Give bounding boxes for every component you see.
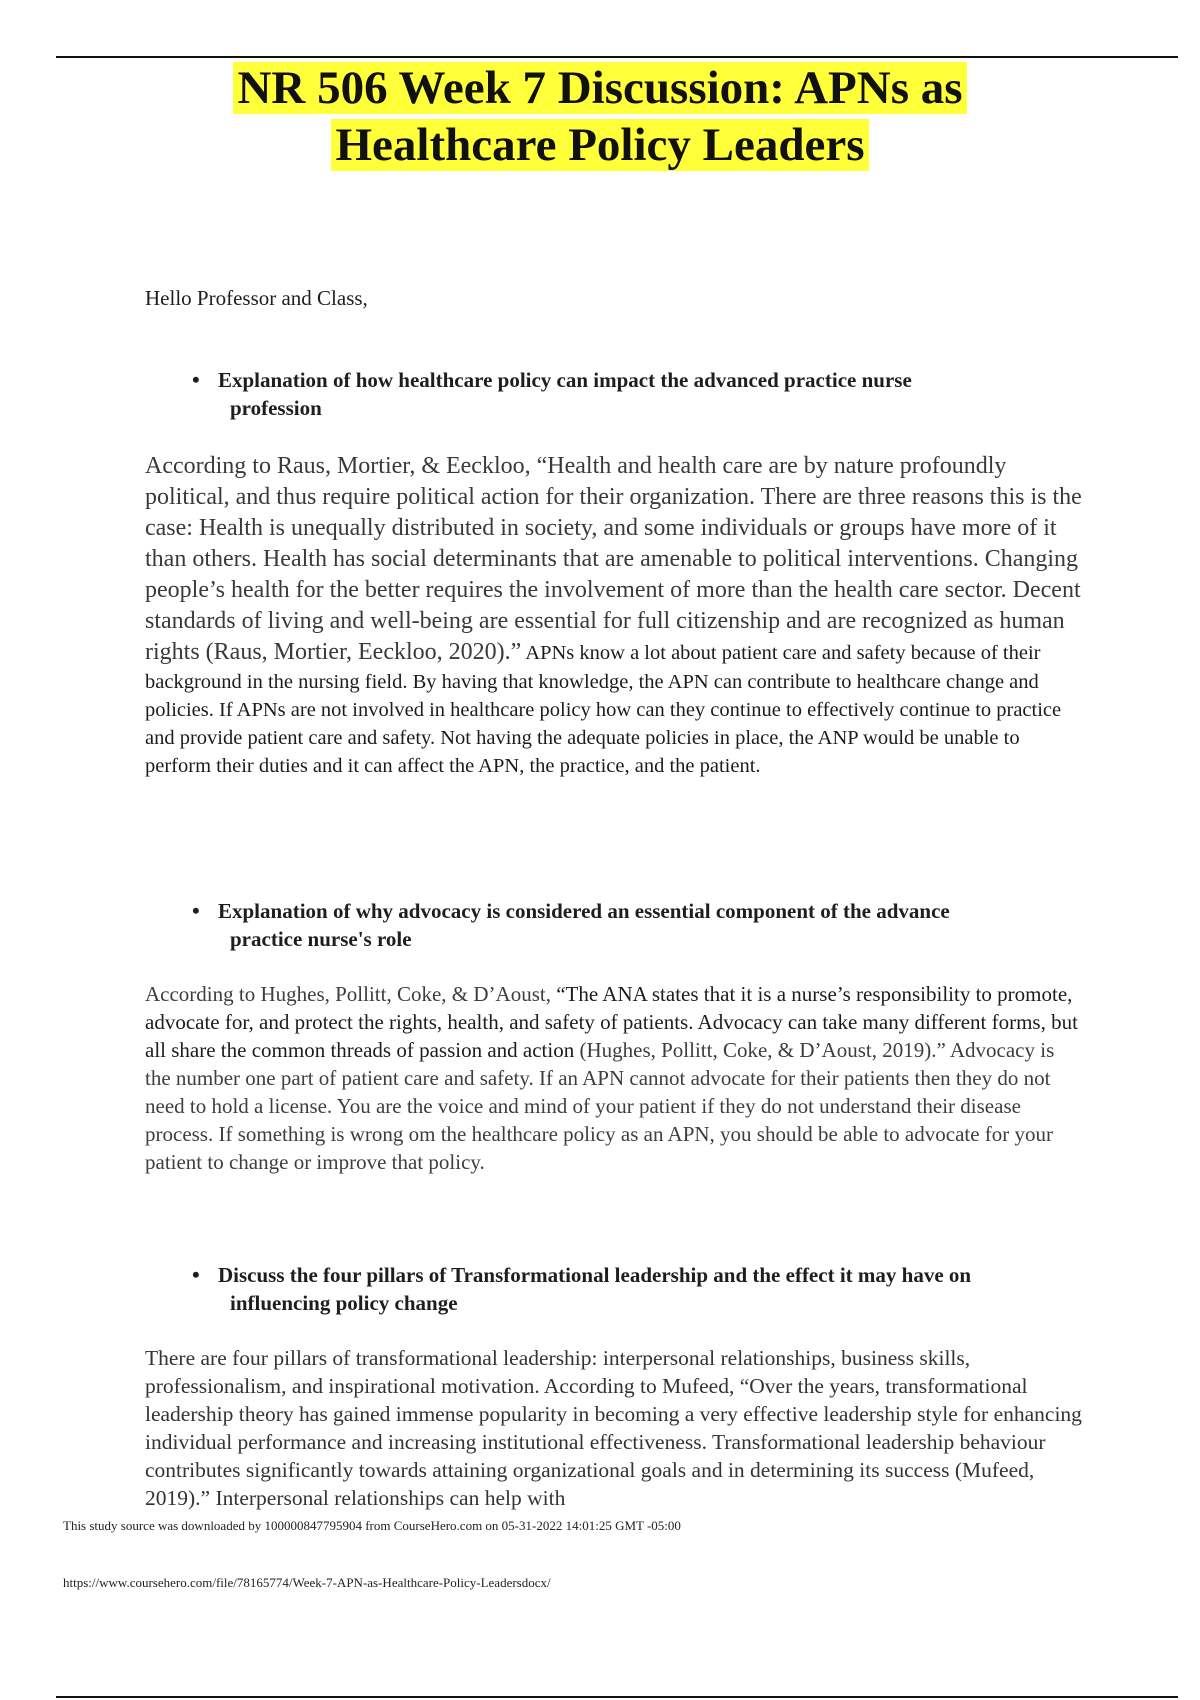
section-1-paragraph (145, 451, 1085, 780)
section-2-paragraph (145, 980, 1085, 1176)
source-url[interactable]: https://www.coursehero.com/file/78165774/Week-7-APN-as-Healthcare-Policy-Leadersdocx/ (63, 1575, 551, 1590)
section-heading-1 (192, 366, 1092, 422)
section-heading-3 (192, 1261, 1092, 1317)
heading-3-line-2: influencing policy change (230, 1291, 458, 1315)
title-line-2: Healthcare Policy Leaders (331, 119, 868, 171)
download-note: This study source was downloaded by 100000847795904 from CourseHero.com on 05-31-2022 14:01:25 GMT -05:00 (63, 1518, 681, 1533)
section-1-quote: According to Raus, Mortier, & Eeckloo, “Health and health care are by nature profoundly political, and thus require political action for their organization. There are three reasons this is the case: Health is unequally distributed in society, and some individuals or groups have more of it than others. Health has social determinants that are amenable to political interventions. Changing people’s health for the better requires the involvement of more than the health care sector. Decent standards of living and well-being are essential for full citizenship and are recognized as human rights (Raus, Mortier, Eeckloo, 2020).” (145, 453, 1082, 665)
section-2-lead: According to Hughes, Pollitt, Coke, & D’Aoust, (145, 982, 551, 1006)
section-2-rest: (Hughes, Pollitt, Coke, & D’Aoust, 2019).” Advocacy is the number one part of patient care and safety. If an APN cannot advocate for their patients then they do not need to hold a license. You are the voice and mind of your patient if they do not understand their disease process. If something is wrong om the healthcare policy as an APN, you should be able to advocate for your patient to change or improve that policy. (145, 1038, 1055, 1174)
section-1-rest: APNs know a lot about patient care and safety because of their background in the nursing field. By having that knowledge, the APN can contribute to healthcare change and policies. If APNs are not involved in healthcare policy how can they continue to effectively continue to practice and provide patient care and safety. Not having the adequate policies in place, the ANP would be unable to perform their duties and it can affect the APN, the practice, and the patient. (145, 642, 1062, 777)
document-title (0, 60, 1200, 174)
heading-1-line-1: Explanation of how healthcare policy can impact the advanced practice nurse (218, 368, 912, 392)
bullet-icon: • (192, 898, 200, 923)
section-3-paragraph: There are four pillars of transformational leadership: interpersonal relationships, business skills, professionalism, and inspirational motivation. According to Mufeed, “Over the years, transformational leadership theory has gained immense popularity in becoming a very effective leadership style for enhancing individual performance and increasing institutional effectiveness. Transformational leadership behaviour contributes significantly towards attaining organizational goals and in determining its success (Mufeed, 2019).” Interpersonal relationships can help with (145, 1346, 1082, 1510)
heading-2-line-1: Explanation of why advocacy is considered an essential component of the advance (218, 899, 950, 923)
section-heading-2 (192, 897, 1092, 953)
bullet-icon: • (192, 367, 200, 392)
heading-3-line-1: Discuss the four pillars of Transformational leadership and the effect it may have on (218, 1263, 972, 1287)
bullet-icon: • (192, 1262, 200, 1287)
top-rule (56, 56, 1178, 58)
title-line-1: NR 506 Week 7 Discussion: APNs as (233, 62, 966, 114)
section-2-quote: “The ANA states that it is a nurse’s responsibility to promote, advocate for, and protect the rights, health, and safety of patients. Advocacy can take many different forms, but all share the common threads of passion and action (145, 982, 1078, 1062)
heading-2-line-2: practice nurse's role (230, 927, 412, 951)
bottom-rule (56, 1696, 1178, 1698)
heading-1-line-2: profession (230, 396, 322, 420)
greeting: Hello Professor and Class, (145, 286, 368, 310)
